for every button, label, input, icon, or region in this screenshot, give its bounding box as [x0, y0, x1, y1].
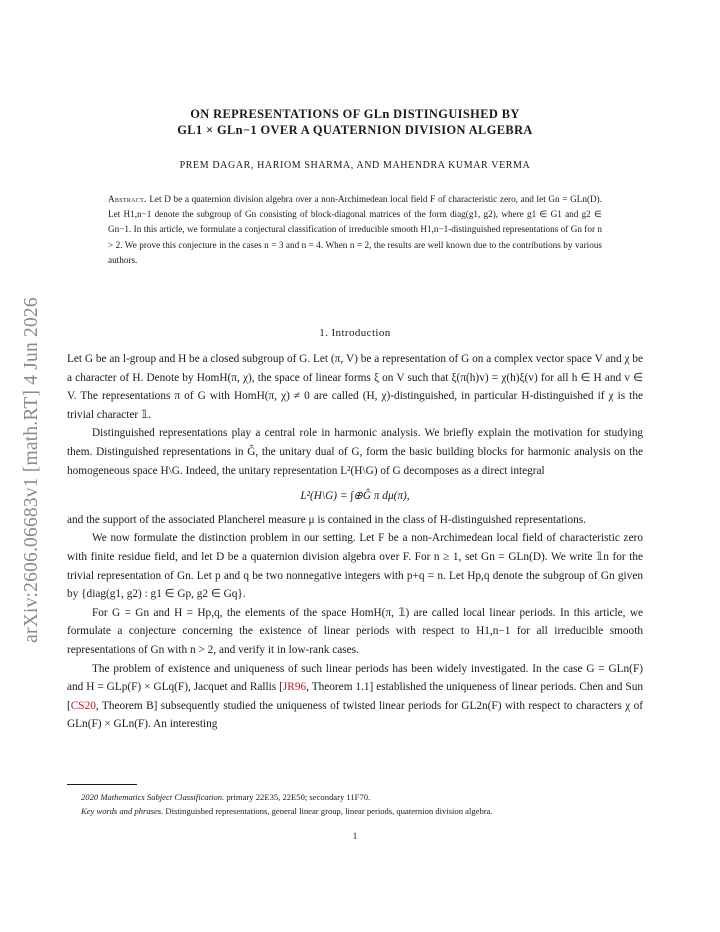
paragraph-6-part-b: , Theorem 1.1] established the uniqueness of linear periods. Chen and Sun [: [67, 681, 643, 712]
keywords-label: Key words and phrases.: [81, 806, 164, 817]
abstract: [108, 192, 602, 268]
abstract-text: Let D be a quaternion division algebra over a non-Archimedean local field F of characteristic zero, and let Gn = GLn(D). Let H1,n−1 denote the subgroup of Gn consisting of block-diagonal matrices of the form diag(g1, g2), where g1 ∈ G1 and g2 ∈ Gn−1. In this article, we formulate a conjectural classification of irreducible smooth H1,n−1-distinguished representations of Gn for n > 2. We prove this conjecture in the cases n = 3 and n = 4. When n = 2, the results are well known due to the contributions by various authors.: [108, 194, 603, 265]
paragraph-6-part-c: , Theorem B] subsequently studied the uniqueness of twisted linear periods for GL2n(F) with respect to characters χ of GLn(F) × GLn(F). An interesting: [67, 699, 643, 731]
abstract-label: Abstract.: [108, 194, 147, 204]
footnotes: [81, 790, 643, 819]
section-heading: 1. Introduction: [319, 327, 391, 339]
paragraph-1: Let G be an l-group and H be a closed subgroup of G. Let (π, V) be a representation of G on a complex vector space V and χ be a character of H. Denote by HomH(π, χ), the space of linear forms ξ on V such that ξ(π(h)v) = χ(h)ξ(v) for all h ∈ H and v ∈ V. The representations π of G with HomH(π, χ) ≠ 0 are called (H, χ)-distinguished, in particular H-distinguished if χ is the trivial character 𝟙.: [67, 353, 643, 421]
citation-link-jr96[interactable]: JR96: [282, 681, 307, 694]
citation-link-cs20[interactable]: CS20: [70, 699, 96, 712]
paragraph-5: For G = Gn and H = Hp,q, the elements of the space HomH(π, 𝟙) are called local linear periods. In this article, we formulate a conjecture concerning the existence of linear periods with respect to H1,n−1 for all irreducible smooth representations of Gn with n > 2, and verify it in low-rank cases.: [67, 606, 643, 656]
paragraph-3: and the support of the associated Plancherel measure μ is contained in the class of H-distinguished representations.: [67, 513, 586, 526]
body-text: [67, 350, 643, 734]
msc-text: primary 22E35, 22E50; secondary 11F70.: [224, 792, 371, 802]
paragraph-6-part-a: The problem of existence and uniqueness of such linear periods has been widely investigated. In the case G = GLn(F) and H = GLp(F) × GLq(F), Jacquet and Rallis [: [67, 662, 643, 694]
paper-title: [67, 106, 643, 138]
msc-label: 2020 Mathematics Subject Classification.: [81, 792, 225, 802]
paragraph-6: [67, 660, 643, 734]
arxiv-id: arXiv:2606.06683v1 [math.RT] 4 Jun 2026: [21, 297, 42, 643]
footnote-keywords: [81, 804, 643, 818]
author-list: PREM DAGAR, HARIOM SHARMA, AND MAHENDRA KUMAR VERMA: [179, 160, 531, 171]
footnote-msc: [81, 790, 643, 804]
paragraph-2: Distinguished representations play a central role in harmonic analysis. We briefly explain the motivation for studying them. Distinguished representations in Ĝ, the unitary dual of G, form the basic building blocks for harmonic analysis on the homogeneous space H\G. Indeed, the unitary representation L²(H\G) of G decomposes as a direct integral: [67, 427, 643, 477]
display-equation: L²(H\G) = ∫⊕Ĝ π dμ(π),: [300, 490, 410, 503]
page-number: 1: [352, 832, 358, 842]
paragraph-4: We now formulate the distinction problem in our setting. Let F be a non-Archimedean local field of characteristic zero with finite residue field, and let D be a quaternion division algebra over F. For n ≥ 1, set Gn = GLn(D). We write 𝟙n for the trivial representation of Gn. Let p and q be two nonnegative integers with p+q = n. Let Hp,q denote the subgroup of Gn given by {diag(g1, g2) : g1 ∈ Gp, g2 ∈ Gq}.: [67, 532, 643, 601]
title-line-1: ON REPRESENTATIONS OF GLn DISTINGUISHED BY: [190, 107, 520, 121]
arxiv-sidebar-stamp: [12, 255, 52, 685]
keywords-text: Distinguished representations, general linear group, linear periods, quaternion division algebra.: [163, 806, 493, 817]
footnote-divider: [67, 784, 137, 785]
title-line-2: GL1 × GLn−1 OVER A QUATERNION DIVISION ALGEBRA: [177, 123, 533, 137]
